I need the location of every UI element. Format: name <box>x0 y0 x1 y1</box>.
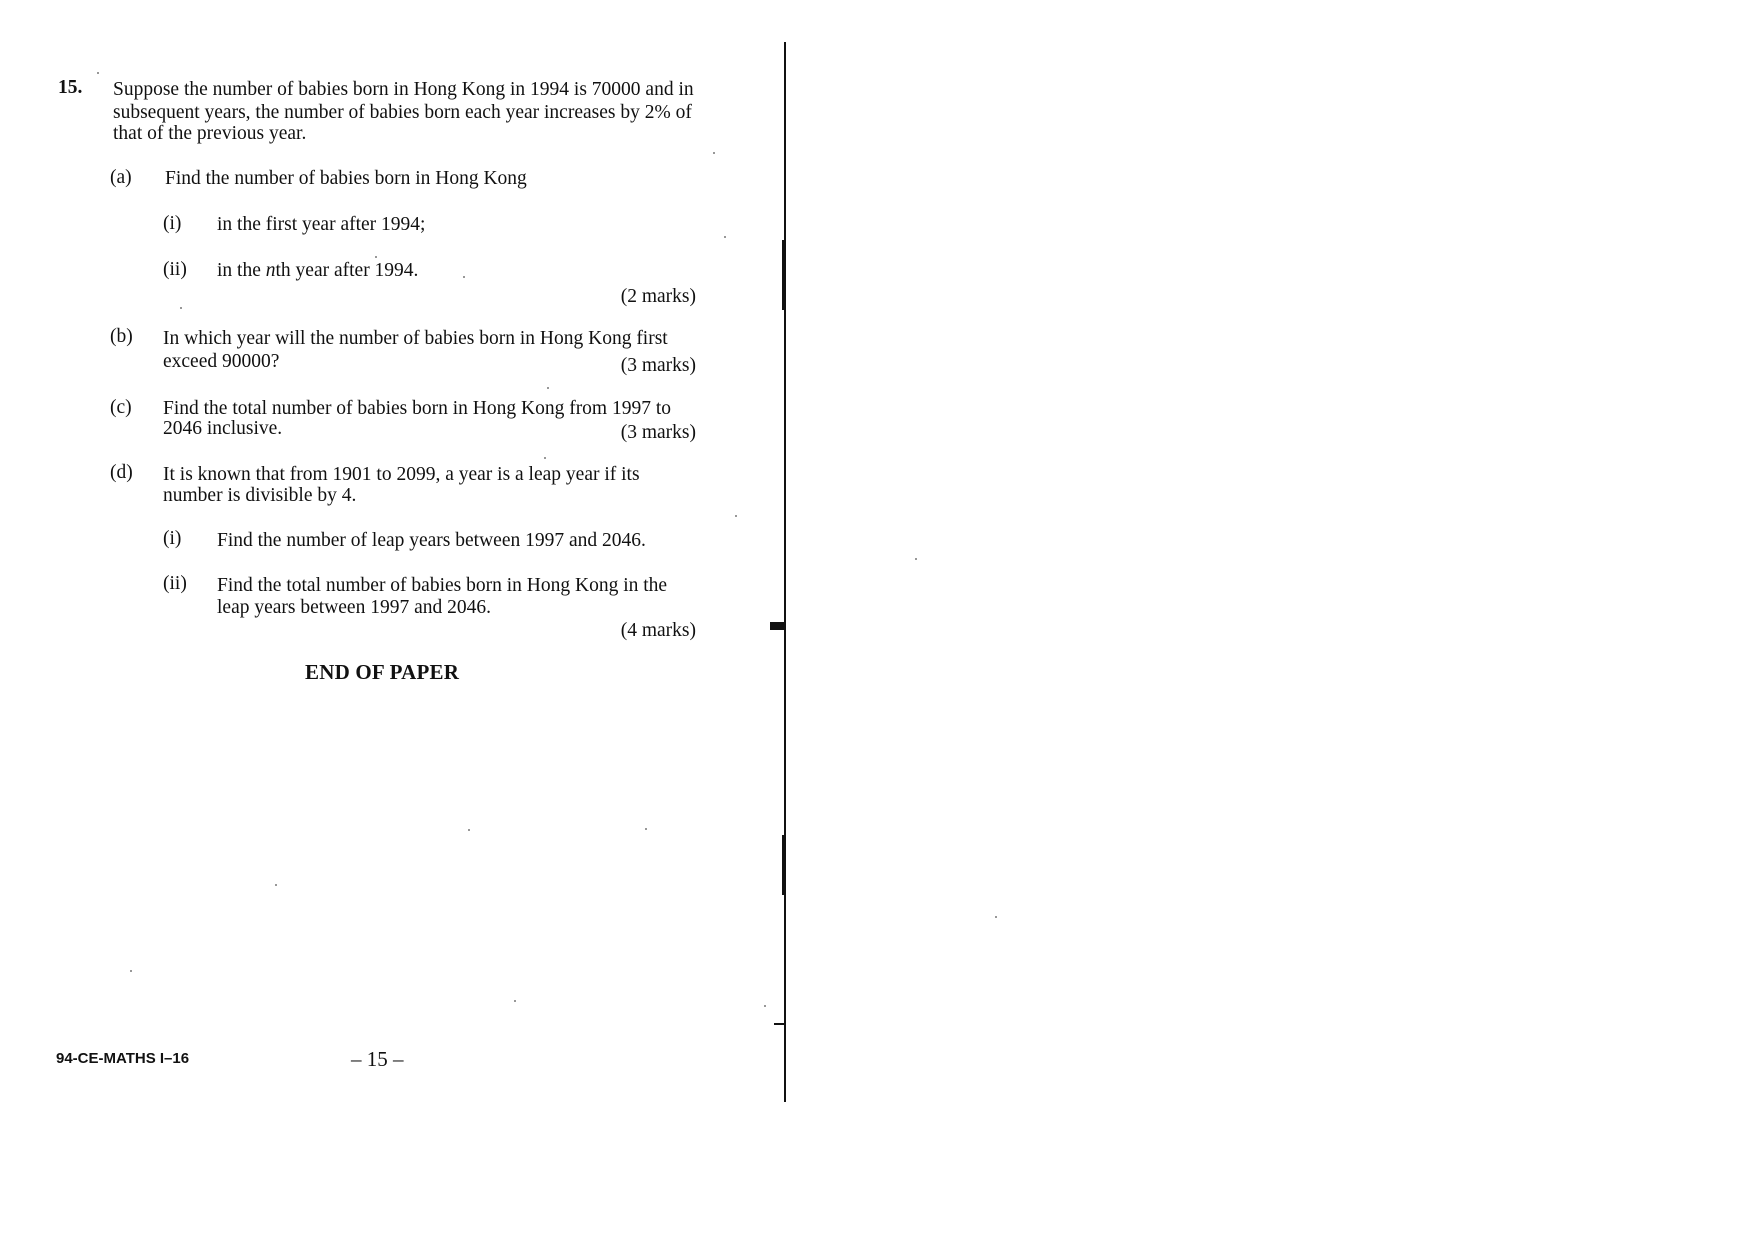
scan-speck <box>724 236 726 238</box>
part-a-label: (a) <box>110 167 132 188</box>
part-c-marks: (3 marks) <box>620 422 696 443</box>
part-a-text: Find the number of babies born in Hong Kong <box>165 168 527 189</box>
scan-speck <box>514 1000 516 1002</box>
part-d-line-1: It is known that from 1901 to 2099, a year is a leap year if its <box>163 464 640 485</box>
part-d-marks: (4 marks) <box>620 620 696 641</box>
part-a-i-text: in the first year after 1994; <box>217 214 426 235</box>
part-c-line-2: 2046 inclusive. <box>163 418 283 439</box>
binding-edge-mark <box>782 835 785 895</box>
scan-speck <box>130 970 132 972</box>
scan-speck <box>995 916 997 918</box>
intro-line-3: that of the previous year. <box>113 123 307 144</box>
scan-speck <box>915 558 917 560</box>
intro-line-1: Suppose the number of babies born in Hong Kong in 1994 is 70000 and in <box>113 79 694 100</box>
part-b-marks: (3 marks) <box>620 355 696 376</box>
part-d-ii-line-2: leap years between 1997 and 2046. <box>217 597 491 618</box>
paper-code: 94-CE-MATHS I–16 <box>56 1050 190 1067</box>
part-c-label: (c) <box>110 397 132 418</box>
part-a-ii-label: (ii) <box>163 259 187 280</box>
scan-speck <box>735 515 737 517</box>
question-number: 15. <box>58 77 83 98</box>
part-c-line-1: Find the total number of babies born in Hong Kong from 1997 to <box>163 398 672 419</box>
scan-speck <box>375 256 377 258</box>
scan-speck <box>97 72 99 74</box>
scan-speck <box>645 828 647 830</box>
page-number: – 15 – <box>351 1047 404 1071</box>
scan-speck <box>713 152 715 154</box>
binding-edge-mark <box>782 240 785 310</box>
intro-line-2: subsequent years, the number of babies born each year increases by 2% of <box>113 102 692 123</box>
end-of-paper: END OF PAPER <box>305 660 460 684</box>
part-d-label: (d) <box>110 462 133 483</box>
part-d-line-2: number is divisible by 4. <box>163 485 357 506</box>
binding-edge-mark <box>774 1023 784 1025</box>
scan-speck <box>547 387 549 389</box>
part-a-marks: (2 marks) <box>620 286 696 307</box>
part-d-i-text: Find the number of leap years between 1997 and 2046. <box>217 530 646 551</box>
part-b-line-2: exceed 90000? <box>163 351 280 372</box>
scan-speck <box>764 1005 766 1007</box>
scan-speck <box>180 307 182 309</box>
binding-edge-mark <box>770 622 784 630</box>
part-b-line-1: In which year will the number of babies born in Hong Kong first <box>163 328 668 349</box>
part-a-ii-text: in the nth year after 1994. <box>217 260 419 281</box>
part-d-ii-label: (ii) <box>163 573 187 594</box>
binding-edge-line <box>784 42 786 1102</box>
part-a-i-label: (i) <box>163 213 182 234</box>
scan-speck <box>463 276 465 278</box>
part-d-ii-line-1: Find the total number of babies born in Hong Kong in the <box>217 575 668 596</box>
part-b-label: (b) <box>110 326 133 347</box>
scan-speck <box>544 457 546 459</box>
scan-speck <box>468 829 470 831</box>
scan-speck <box>275 884 277 886</box>
part-d-i-label: (i) <box>163 528 182 549</box>
